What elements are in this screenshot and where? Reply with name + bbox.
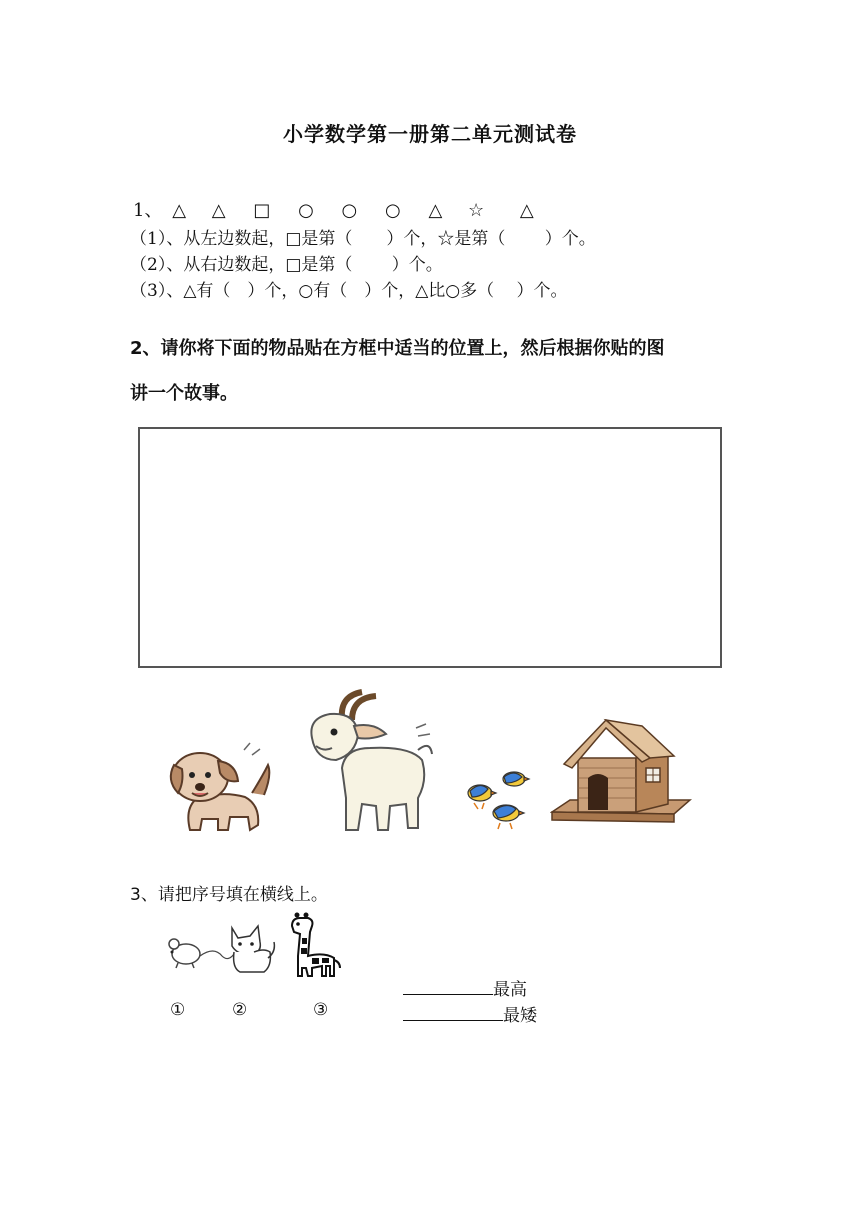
label-2: ②: [232, 1000, 248, 1020]
shape-triangle: △: [211, 200, 226, 221]
q1-sequence: [133, 196, 534, 222]
q2-prompt-line1: 2、请你将下面的物品贴在方框中适当的位置上，然后根据你贴的图: [130, 338, 665, 359]
label-3: ③: [313, 1000, 329, 1020]
q1-number: 1、: [133, 200, 163, 221]
label-1: ①: [170, 1000, 186, 1020]
shape-triangle: △: [519, 200, 534, 221]
shape-triangle: △: [428, 200, 443, 221]
puppy-sticker[interactable]: [160, 735, 280, 835]
goat-sticker[interactable]: [300, 688, 440, 838]
q1-sub3: （3）、△有（ ）个，○有（ ）个，△比○多（ ）个。: [130, 281, 568, 301]
tallest-label: 最高: [493, 980, 527, 1000]
shape-circle: ○: [385, 200, 401, 221]
shape-circle: ○: [298, 200, 314, 221]
q1-sub2: （2）、从右边数起，□是第（ ）个。: [130, 255, 443, 275]
page-title: 小学数学第一册第二单元测试卷: [283, 122, 577, 146]
sticker-drop-box[interactable]: [138, 427, 722, 668]
wooden-house-sticker[interactable]: [550, 716, 692, 828]
giraffe-icon: [284, 912, 342, 978]
q2-prompt-line2: 讲一个故事。: [130, 383, 238, 404]
shortest-row: [403, 1001, 537, 1026]
tallest-answer-blank[interactable]: [403, 978, 493, 995]
shortest-label: 最矮: [503, 1006, 537, 1026]
birds-sticker[interactable]: [460, 765, 538, 835]
shortest-answer-blank[interactable]: [403, 1004, 503, 1021]
tallest-row: [403, 975, 527, 1000]
q1-sub1: （1）、从左边数起，□是第（ ）个，☆是第（ ）个。: [130, 229, 596, 249]
shape-triangle: △: [172, 200, 187, 221]
shape-square: □: [253, 200, 271, 221]
shape-star: ☆: [468, 200, 485, 221]
shape-circle: ○: [341, 200, 358, 221]
cat-icon: [224, 922, 276, 974]
q3-prompt: 3、请把序号填在横线上。: [130, 885, 328, 905]
